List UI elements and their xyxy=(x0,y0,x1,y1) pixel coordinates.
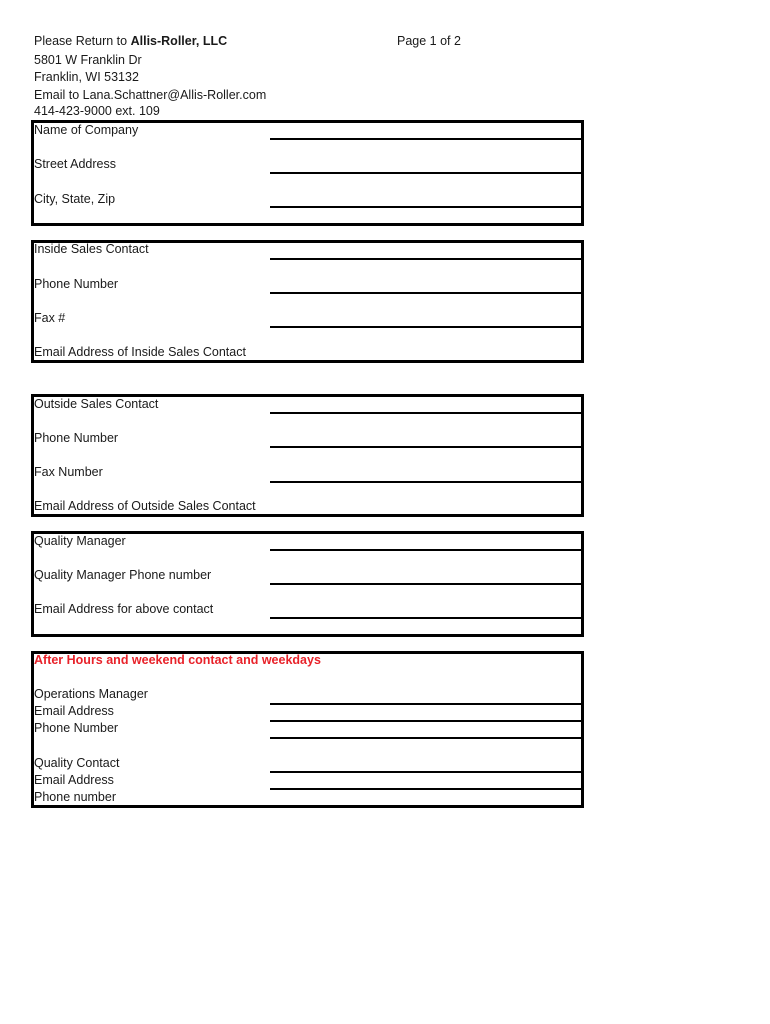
street-address-label: Street Address xyxy=(34,157,116,171)
quality-manager-label: Quality Manager xyxy=(34,534,126,548)
quality-manager-field[interactable] xyxy=(270,549,582,551)
ops-email-field[interactable] xyxy=(270,720,582,722)
return-email: Email to Lana.Schattner@Allis-Roller.com xyxy=(34,88,267,102)
ops-phone-label: Phone Number xyxy=(34,721,119,735)
outside-fax-field[interactable] xyxy=(270,481,582,483)
quality-contact-email-field[interactable] xyxy=(270,788,582,790)
outside-phone-field[interactable] xyxy=(270,446,582,448)
outside-sales-contact-label: Outside Sales Contact xyxy=(34,397,159,411)
city-state-zip-label: City, State, Zip xyxy=(34,192,116,206)
inside-fax-label: Fax # xyxy=(34,311,66,325)
quality-phone-label: Quality Manager Phone number xyxy=(34,568,212,582)
address-line-2: Franklin, WI 53132 xyxy=(34,70,139,84)
quality-email-field[interactable] xyxy=(270,617,582,619)
ops-phone-field[interactable] xyxy=(270,737,582,739)
quality-contact-phone-label: Phone number xyxy=(34,790,117,804)
quality-contact-email-label: Email Address xyxy=(34,773,114,787)
inside-phone-field[interactable] xyxy=(270,292,582,294)
return-to-line xyxy=(34,33,227,50)
outside-fax-label: Fax Number xyxy=(34,465,103,479)
company-name-field[interactable] xyxy=(270,138,582,140)
operations-manager-field[interactable] xyxy=(270,703,582,705)
operations-manager-label: Operations Manager xyxy=(34,687,148,701)
outside-phone-label: Phone Number xyxy=(34,431,119,445)
city-state-zip-field[interactable] xyxy=(270,206,582,208)
quality-contact-label: Quality Contact xyxy=(34,756,120,770)
return-prefix: Please Return to xyxy=(34,34,131,48)
outside-email-label: Email Address of Outside Sales Contact xyxy=(34,499,256,513)
inside-sales-contact-label: Inside Sales Contact xyxy=(34,242,149,256)
company-name: Allis-Roller, LLC xyxy=(130,34,228,48)
quality-email-label: Email Address for above contact xyxy=(34,602,214,616)
inside-fax-field[interactable] xyxy=(270,326,582,328)
quality-contact-field[interactable] xyxy=(270,771,582,773)
page-number: Page 1 of 2 xyxy=(397,34,461,48)
address-line-1: 5801 W Franklin Dr xyxy=(34,53,142,67)
quality-phone-field[interactable] xyxy=(270,583,582,585)
inside-email-label: Email Address of Inside Sales Contact xyxy=(34,345,246,359)
return-phone: 414-423-9000 ext. 109 xyxy=(34,104,160,118)
ops-email-label: Email Address xyxy=(34,704,114,718)
company-name-label: Name of Company xyxy=(34,123,139,137)
inside-phone-label: Phone Number xyxy=(34,277,119,291)
inside-sales-contact-field[interactable] xyxy=(270,258,582,260)
outside-sales-contact-field[interactable] xyxy=(270,412,582,414)
after-hours-title: After Hours and weekend contact and weekdays xyxy=(34,653,321,667)
street-address-field[interactable] xyxy=(270,172,582,174)
